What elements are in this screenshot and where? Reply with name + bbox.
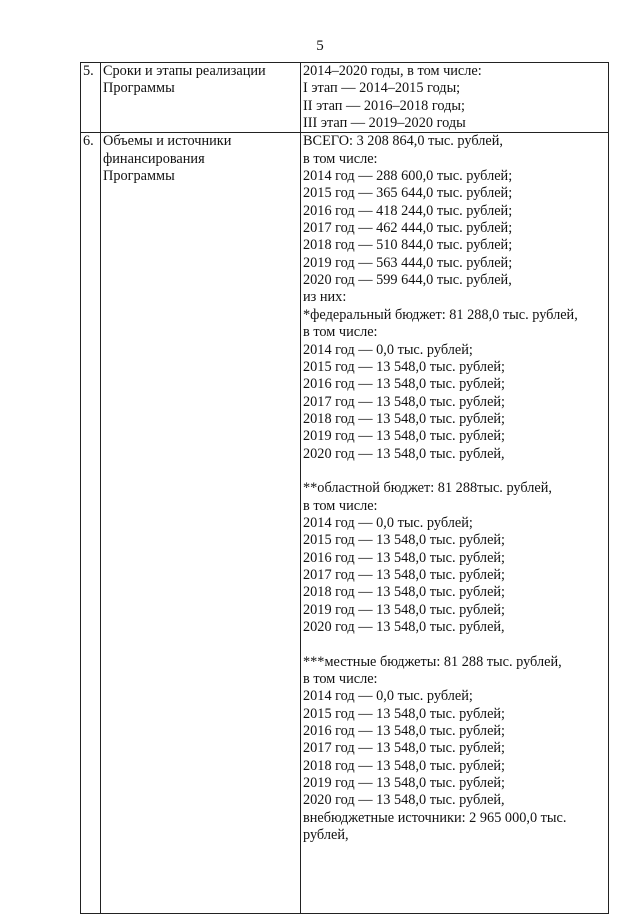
value-line: 2014 год — 0,0 тыс. рублей; [303, 341, 473, 358]
value-line: ВСЕГО: 3 208 864,0 тыс. рублей, [303, 133, 503, 150]
value-line: рублей, [303, 827, 349, 844]
value-line: 2014 год — 0,0 тыс. рублей; [303, 688, 473, 705]
row-number: 6. [83, 133, 94, 150]
table-row-funding [81, 133, 609, 914]
value-line: 2020 год — 599 644,0 тыс. рублей, [303, 272, 512, 289]
value-line: 2018 год — 13 548,0 тыс. рублей; [303, 584, 506, 601]
value-line: 2017 год — 13 548,0 тыс. рублей; [303, 566, 506, 583]
value-line: в том числе: [303, 497, 378, 514]
value-line: 2014 год — 288 600,0 тыс. рублей; [303, 168, 513, 185]
blank-line [303, 636, 608, 653]
value-line: II этап — 2016–2018 годы; [303, 97, 465, 114]
value-line: 2020 год — 13 548,0 тыс. рублей, [303, 445, 505, 462]
value-line: 2018 год — 510 844,0 тыс. рублей; [303, 237, 513, 254]
row-value-cell [301, 133, 609, 914]
value-line: 2017 год — 462 444,0 тыс. рублей; [303, 220, 513, 237]
row-label-line: Программы [103, 168, 175, 185]
value-line: 2019 год — 13 548,0 тыс. рублей; [303, 775, 506, 792]
program-passport-table [80, 62, 609, 914]
row-label-line: Программы [103, 80, 175, 97]
row-value-cell [301, 63, 609, 133]
value-line: в том числе: [303, 671, 378, 688]
row-label-cell [101, 63, 301, 133]
value-line: 2016 год — 418 244,0 тыс. рублей; [303, 202, 513, 219]
row-label-line: Сроки и этапы реализации [103, 63, 266, 79]
value-line: 2017 год — 13 548,0 тыс. рублей; [303, 740, 506, 757]
value-line: III этап — 2019–2020 годы [303, 115, 466, 132]
value-line: 2016 год — 13 548,0 тыс. рублей; [303, 549, 506, 566]
row-number-cell [81, 133, 101, 914]
value-line: 2018 год — 13 548,0 тыс. рублей; [303, 410, 506, 427]
value-line: 2019 год — 13 548,0 тыс. рублей; [303, 428, 506, 445]
value-line: 2019 год — 563 444,0 тыс. рублей; [303, 254, 513, 271]
value-line: внебюджетные источники: 2 965 000,0 тыс. [303, 809, 567, 826]
value-line: 2020 год — 13 548,0 тыс. рублей, [303, 619, 505, 635]
row-label-line: Объемы и источники [103, 133, 232, 150]
row-label-cell [101, 133, 301, 914]
value-line: 2015 год — 13 548,0 тыс. рублей; [303, 358, 506, 375]
value-line: *федеральный бюджет: 81 288,0 тыс. рублей, [303, 306, 578, 323]
value-line: I этап — 2014–2015 годы; [303, 80, 461, 97]
table-row-timeline [81, 63, 609, 133]
value-line: 2015 год — 365 644,0 тыс. рублей; [303, 185, 513, 202]
value-line: 2014 год — 0,0 тыс. рублей; [303, 514, 473, 531]
value-line: 2018 год — 13 548,0 тыс. рублей; [303, 757, 506, 774]
row-label-line: финансирования [103, 150, 205, 167]
value-line: из них: [303, 289, 347, 306]
value-line: 2014–2020 годы, в том числе: [303, 63, 482, 79]
value-line: в том числе: [303, 324, 378, 341]
value-line: 2017 год — 13 548,0 тыс. рублей; [303, 393, 506, 410]
row-number-cell [81, 63, 101, 133]
value-line: **областной бюджет: 81 288тыс. рублей, [303, 480, 553, 497]
value-line: 2016 год — 13 548,0 тыс. рублей; [303, 376, 506, 393]
value-line: 2015 год — 13 548,0 тыс. рублей; [303, 705, 506, 722]
value-line: 2019 год — 13 548,0 тыс. рублей; [303, 601, 506, 618]
row-number: 5. [83, 63, 94, 79]
value-line: 2016 год — 13 548,0 тыс. рублей; [303, 723, 506, 740]
value-line: ***местные бюджеты: 81 288 тыс. рублей, [303, 653, 562, 670]
blank-line [303, 463, 608, 480]
value-line: в том числе: [303, 150, 378, 167]
value-line: 2015 год — 13 548,0 тыс. рублей; [303, 532, 506, 549]
page-number: 5 [316, 38, 324, 54]
value-line: 2020 год — 13 548,0 тыс. рублей, [303, 792, 505, 809]
